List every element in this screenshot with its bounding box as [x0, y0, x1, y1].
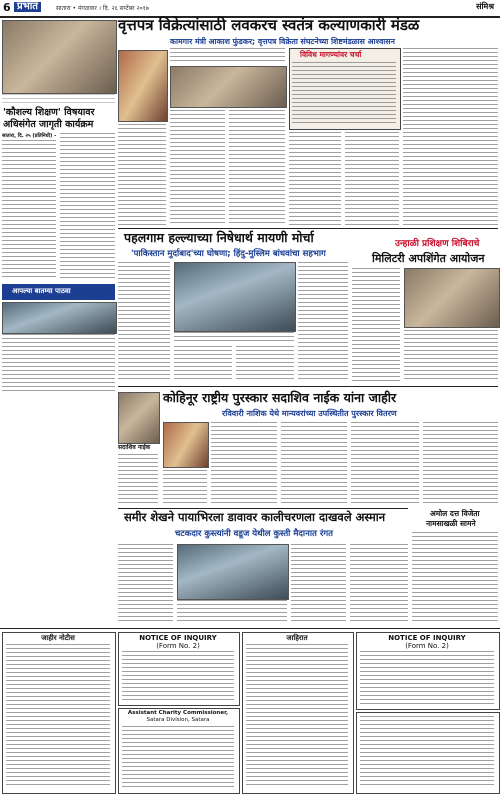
- left-ad-body: [2, 334, 115, 394]
- main-body-1: [170, 110, 225, 225]
- story5-photo: [177, 544, 289, 600]
- story4-body-3: [281, 422, 347, 504]
- left-column: [2, 20, 115, 400]
- story5-subhead: चटकदार कुस्त्यांनी वडूज येथील कुस्ती मैदानात रंगत: [175, 529, 333, 539]
- info-box-body: [292, 62, 396, 124]
- left-body-col1: [2, 140, 56, 280]
- notice-left-body: [6, 644, 110, 788]
- news-photo-kaushalya: [2, 20, 117, 94]
- divider-mid: [118, 386, 498, 387]
- notice-inquiry-2-body: [360, 651, 494, 705]
- story2-body-4: [298, 262, 348, 382]
- story4-person-photo: [118, 392, 160, 444]
- divider-lower: [118, 508, 408, 509]
- small-story-body: [412, 532, 498, 624]
- main-body-4: [345, 132, 399, 225]
- story5-body-1: [118, 544, 173, 624]
- left-dateline: सातारा, दि. २५ (प्रतिनिधी) -: [2, 133, 57, 139]
- story4-body-1: [163, 470, 207, 504]
- notice-center-title: जाहिरात: [286, 634, 308, 642]
- story2-subhead: 'पाकिस्तान मुर्दाबाद'च्या घोषणा; हिंदु-मुस्लिम बांधवांचा सहभाग: [131, 249, 326, 259]
- story3-photo: [404, 268, 500, 328]
- small-story-headline-1: अमोल दत्त विजेता: [430, 509, 480, 518]
- story5-body-3: [350, 544, 408, 624]
- story5-body-2: [291, 544, 346, 624]
- story4-body-5: [423, 422, 498, 504]
- info-box-title: विविध मागण्यांवर चर्चा: [300, 50, 362, 59]
- photo-caption-lines: [2, 94, 115, 104]
- notice-dharmaday-line1: Assistant Charity Commissioner,: [127, 710, 229, 716]
- main-photo-caption: [170, 48, 285, 64]
- notice-dharmaday-line2: Satara Division, Satara: [146, 717, 210, 723]
- story3-body-1: [352, 268, 400, 382]
- notice-center-body: [246, 644, 348, 788]
- notice-inquiry-1-form: (Form No. 2): [156, 642, 200, 650]
- notice-right-bottom-body: [360, 716, 494, 788]
- notice-inquiry-1-body: [122, 651, 234, 701]
- story3-headline-1: उन्हाळी प्रशिक्षण शिबिराचे: [395, 239, 480, 249]
- page-number: 6: [3, 1, 11, 14]
- paper-name: प्रभात: [14, 2, 41, 12]
- story4-person-name: सदाशिव नाईक: [118, 444, 151, 451]
- main-story-photo-2: [170, 66, 287, 108]
- story4-headline: कोहिनूर राष्ट्रीय पुरस्कार सदाशिव नाईक यांना जाहीर: [163, 390, 397, 405]
- left-headline-2: अधिसंगेत जागृती कार्यक्रम: [3, 119, 94, 130]
- notice-left-title: जाहीर नोटीस: [41, 634, 75, 642]
- main-body-3: [289, 132, 341, 225]
- main-headline: वृत्तपत्र विक्रेत्यांसाठी लवकरच स्वतंत्र कल्याणकारी मंडळ: [118, 16, 420, 34]
- main-body-2: [229, 110, 285, 225]
- left-headline-1: 'कौशल्य शिक्षण' विषयावर: [3, 107, 95, 118]
- story2-body-3: [236, 346, 294, 382]
- story2-photo-caption: [174, 332, 294, 344]
- left-body-col2: [60, 133, 115, 280]
- story2-body-1: [118, 262, 170, 382]
- story4-photo-2: [163, 422, 209, 468]
- notice-inquiry-2-title: NOTICE OF INQUIRY: [388, 634, 466, 642]
- main-body-0: [118, 124, 166, 225]
- story2-headline: पहलगाम हल्ल्याच्या निषेधार्थ मायणी मोर्चा: [124, 230, 314, 245]
- left-ad-strip-text: आपल्या बातम्या पाठवा: [12, 287, 71, 295]
- story3-headline-2: मिलिटरी अपशिंगेत आयोजन: [372, 252, 485, 265]
- notice-inquiry-2-form: (Form No. 2): [405, 642, 449, 650]
- notice-dharmaday-body: [122, 726, 234, 788]
- story5-photo-caption: [177, 600, 287, 624]
- main-story-photo: [118, 50, 168, 122]
- edition-line: सातारा • मंगळवार । दि. २६ सप्टेंबर २०१७: [56, 5, 149, 12]
- story5-headline: समीर शेखने पायाभिरला डावावर कालीचरणला दाखवले अस्मान: [124, 510, 386, 524]
- story3-body-2: [404, 330, 498, 382]
- main-body-5: [403, 48, 498, 225]
- story4-subhead: रविवारी नाशिक येथे मान्यवरांच्या उपस्थितीत पुरस्कार वितरण: [222, 409, 397, 418]
- divider-top: [118, 228, 498, 229]
- section-label: संमिश्र: [476, 2, 494, 11]
- main-subheadline: कामगार मंत्री आकाश फुंडकर; वृत्तपत्र विक्रेता संघटनेच्या शिष्टमंडळास आश्वासन: [170, 37, 395, 46]
- story4-body-4: [351, 422, 419, 504]
- divider-bottom: [0, 628, 500, 629]
- notice-inquiry-1-title: NOTICE OF INQUIRY: [139, 634, 217, 642]
- story4-body-left: [118, 454, 158, 504]
- story4-body-2: [211, 422, 277, 504]
- story2-photo: [174, 262, 296, 332]
- story2-body-2: [174, 346, 232, 382]
- left-ad-photo: [2, 302, 117, 334]
- small-story-headline-2: नामसाखळी सामने: [426, 519, 476, 528]
